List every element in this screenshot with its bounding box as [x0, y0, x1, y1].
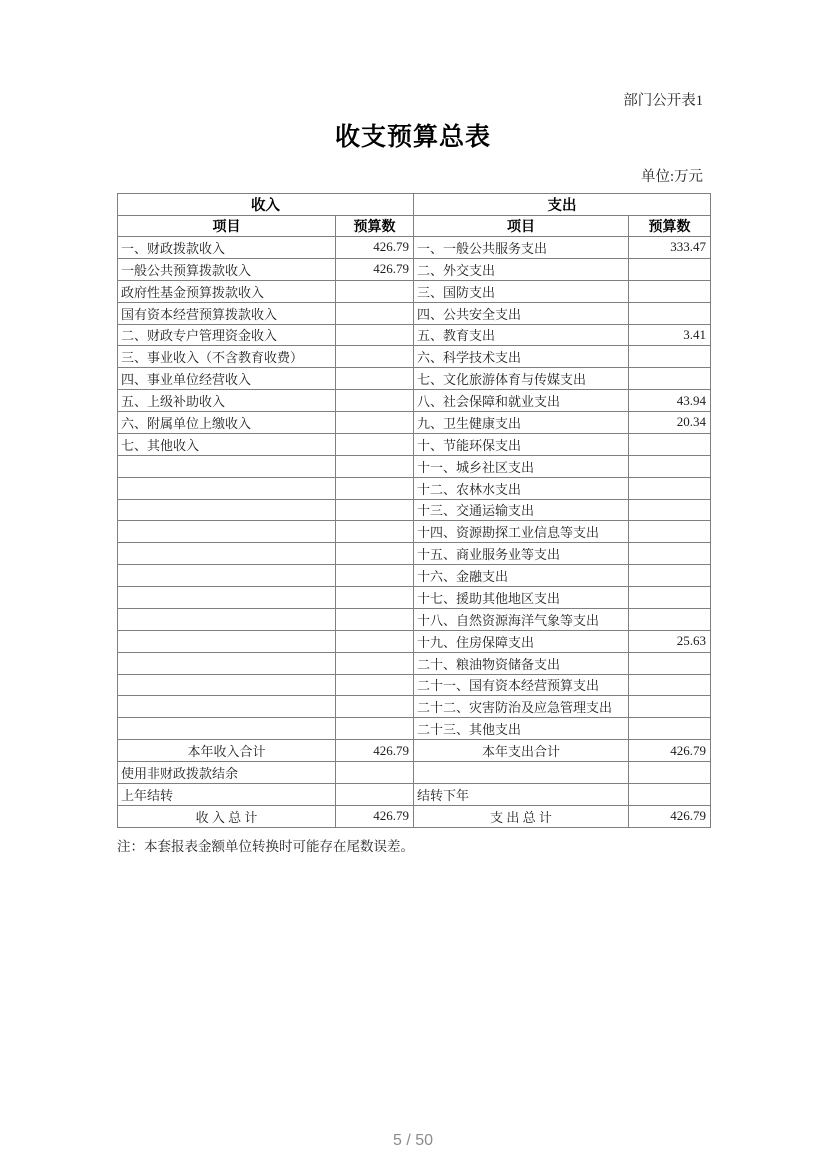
expense-item-column-header: 项目 [414, 216, 629, 237]
table-row [118, 302, 711, 324]
income-section-header: 收入 [118, 194, 414, 216]
expense-item-cell: 二、外交支出 [414, 258, 629, 280]
income-item-cell: 本年收入合计 [118, 740, 336, 762]
unit-label: 单位:万元 [640, 169, 703, 185]
page-title: 收支预算总表 [334, 124, 491, 151]
expense-amount-cell [629, 258, 711, 280]
income-amount-cell: 426.79 [336, 740, 414, 762]
expense-item-cell: 一、一般公共服务支出 [414, 237, 629, 259]
expense-item-cell: 十七、援助其他地区支出 [414, 587, 629, 609]
income-item-cell [118, 608, 336, 630]
footnote: 注：本套报表金额单位转换时可能存在尾数误差。 [117, 839, 414, 854]
income-amount-cell: 426.79 [336, 258, 414, 280]
table-row [118, 674, 711, 696]
income-amount-cell [336, 652, 414, 674]
expense-amount-cell [629, 783, 711, 805]
expense-item-cell: 十二、农林水支出 [414, 477, 629, 499]
expense-item-cell: 十四、资源勘探工业信息等支出 [414, 521, 629, 543]
income-item-cell: 六、附属单位上缴收入 [118, 412, 336, 434]
income-item-cell: 国有资本经营预算拨款收入 [118, 302, 336, 324]
expense-item-cell: 结转下年 [414, 783, 629, 805]
table-row [118, 433, 711, 455]
expense-amount-cell [629, 674, 711, 696]
table-row [118, 543, 711, 565]
income-item-cell [118, 718, 336, 740]
table-row [118, 412, 711, 434]
expense-amount-cell: 25.63 [629, 630, 711, 652]
expense-amount-cell [629, 718, 711, 740]
expense-amount-cell [629, 346, 711, 368]
income-item-cell: 一、财政拨款收入 [118, 237, 336, 259]
expense-amount-cell [629, 302, 711, 324]
expense-item-cell: 十三、交通运输支出 [414, 499, 629, 521]
expense-item-cell: 六、科学技术支出 [414, 346, 629, 368]
expense-item-cell: 二十、粮油物资储备支出 [414, 652, 629, 674]
expense-amount-cell [629, 521, 711, 543]
income-item-cell [118, 455, 336, 477]
income-amount-cell [336, 521, 414, 543]
income-amount-cell [336, 433, 414, 455]
income-item-cell [118, 565, 336, 587]
income-item-cell: 三、事业收入（不含教育收费） [118, 346, 336, 368]
income-amount-cell [336, 302, 414, 324]
income-item-cell [118, 543, 336, 565]
table-row [118, 455, 711, 477]
income-amount-cell [336, 324, 414, 346]
expense-item-cell: 本年支出合计 [414, 740, 629, 762]
corner-label: 部门公开表1 [623, 93, 703, 109]
table-row [118, 368, 711, 390]
income-amount-cell: 426.79 [336, 237, 414, 259]
table-row [118, 762, 711, 784]
table-row [118, 390, 711, 412]
income-item-cell: 收 入 总 计 [118, 805, 336, 827]
income-amount-cell: 426.79 [336, 805, 414, 827]
income-amount-cell [336, 368, 414, 390]
income-item-cell: 二、财政专户管理资金收入 [118, 324, 336, 346]
table-row [118, 499, 711, 521]
expense-item-cell: 十一、城乡社区支出 [414, 455, 629, 477]
table-row [118, 521, 711, 543]
table-row [118, 718, 711, 740]
income-item-column-header: 项目 [118, 216, 336, 237]
table-row [118, 258, 711, 280]
expense-item-cell: 二十三、其他支出 [414, 718, 629, 740]
income-item-cell: 上年结转 [118, 783, 336, 805]
income-amount-cell [336, 390, 414, 412]
expense-section-header: 支出 [414, 194, 711, 216]
expense-amount-cell: 43.94 [629, 390, 711, 412]
expense-item-cell: 二十一、国有资本经营预算支出 [414, 674, 629, 696]
income-item-cell [118, 499, 336, 521]
expense-amount-cell: 20.34 [629, 412, 711, 434]
expense-amount-cell [629, 499, 711, 521]
expense-amount-cell [629, 565, 711, 587]
table-row [118, 280, 711, 302]
expense-amount-column-header: 预算数 [629, 216, 711, 237]
income-amount-column-header: 预算数 [336, 216, 414, 237]
income-amount-cell [336, 565, 414, 587]
expense-amount-cell [629, 652, 711, 674]
income-item-cell [118, 674, 336, 696]
expense-amount-cell: 333.47 [629, 237, 711, 259]
expense-amount-cell [629, 608, 711, 630]
table-row [118, 740, 711, 762]
income-item-cell: 四、事业单位经营收入 [118, 368, 336, 390]
income-amount-cell [336, 762, 414, 784]
income-item-cell [118, 696, 336, 718]
expense-amount-cell [629, 455, 711, 477]
income-amount-cell [336, 477, 414, 499]
income-amount-cell [336, 280, 414, 302]
expense-item-cell: 九、卫生健康支出 [414, 412, 629, 434]
table-row [118, 477, 711, 499]
income-item-cell [118, 521, 336, 543]
income-amount-cell [336, 718, 414, 740]
expense-item-cell: 十五、商业服务业等支出 [414, 543, 629, 565]
income-item-cell [118, 587, 336, 609]
expense-item-cell: 四、公共安全支出 [414, 302, 629, 324]
income-amount-cell [336, 630, 414, 652]
expense-amount-cell [629, 433, 711, 455]
expense-amount-cell [629, 696, 711, 718]
income-item-cell: 七、其他收入 [118, 433, 336, 455]
income-item-cell: 政府性基金预算拨款收入 [118, 280, 336, 302]
expense-item-cell: 十八、自然资源海洋气象等支出 [414, 608, 629, 630]
expense-item-cell [414, 762, 629, 784]
section-header-row [118, 194, 711, 216]
table-row [118, 783, 711, 805]
table-row [118, 805, 711, 827]
expense-item-cell: 十、节能环保支出 [414, 433, 629, 455]
expense-item-cell: 十六、金融支出 [414, 565, 629, 587]
expense-amount-cell [629, 762, 711, 784]
income-amount-cell [336, 696, 414, 718]
expense-amount-cell [629, 587, 711, 609]
page-number: 5 / 50 [392, 1132, 434, 1149]
expense-item-cell: 三、国防支出 [414, 280, 629, 302]
table-row [118, 652, 711, 674]
income-amount-cell [336, 346, 414, 368]
income-item-cell: 五、上级补助收入 [118, 390, 336, 412]
expense-item-cell: 支 出 总 计 [414, 805, 629, 827]
expense-amount-cell [629, 368, 711, 390]
income-amount-cell [336, 783, 414, 805]
table-row [118, 587, 711, 609]
table-row [118, 324, 711, 346]
table-row [118, 608, 711, 630]
budget-table [117, 193, 711, 828]
income-item-cell [118, 630, 336, 652]
income-item-cell [118, 652, 336, 674]
income-item-cell [118, 477, 336, 499]
table-row [118, 565, 711, 587]
income-amount-cell [336, 587, 414, 609]
expense-amount-cell: 426.79 [629, 740, 711, 762]
expense-amount-cell: 426.79 [629, 805, 711, 827]
expense-item-cell: 七、文化旅游体育与传媒支出 [414, 368, 629, 390]
expense-item-cell: 十九、住房保障支出 [414, 630, 629, 652]
table-row [118, 237, 711, 259]
expense-amount-cell: 3.41 [629, 324, 711, 346]
table-row [118, 346, 711, 368]
table-row [118, 630, 711, 652]
income-item-cell: 一般公共预算拨款收入 [118, 258, 336, 280]
income-amount-cell [336, 412, 414, 434]
expense-amount-cell [629, 280, 711, 302]
expense-amount-cell [629, 477, 711, 499]
income-amount-cell [336, 674, 414, 696]
table-row [118, 696, 711, 718]
column-header-row [118, 216, 711, 237]
income-amount-cell [336, 455, 414, 477]
income-amount-cell [336, 543, 414, 565]
income-amount-cell [336, 499, 414, 521]
budget-table-body [118, 237, 711, 828]
expense-item-cell: 五、教育支出 [414, 324, 629, 346]
income-amount-cell [336, 608, 414, 630]
income-item-cell: 使用非财政拨款结余 [118, 762, 336, 784]
expense-amount-cell [629, 543, 711, 565]
expense-item-cell: 二十二、灾害防治及应急管理支出 [414, 696, 629, 718]
expense-item-cell: 八、社会保障和就业支出 [414, 390, 629, 412]
